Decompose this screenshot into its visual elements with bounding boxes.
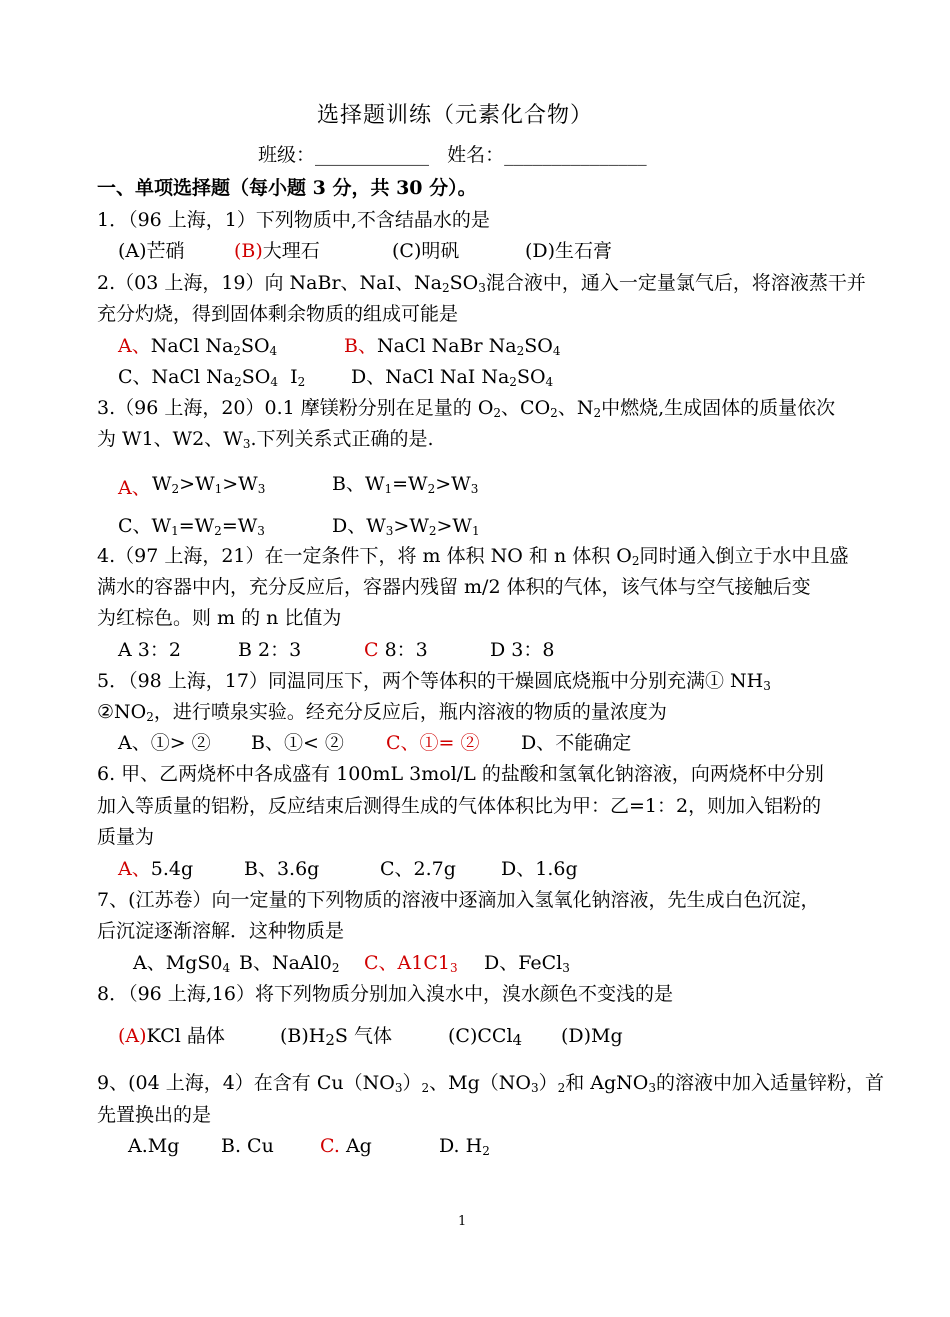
q1-option-b: (B)大理石 xyxy=(234,240,320,262)
q2-option-d: D、NaCl NaI $Na_2SO_4$ xyxy=(351,366,554,389)
q4-stem-line3: 为红棕色。则 m 的 n 比值为 xyxy=(97,607,342,629)
q6-option-b: B、3.6g xyxy=(244,858,320,880)
q4-option-b: B 2：3 xyxy=(238,639,302,661)
q2-option-b: B、NaCl NaBr $Na_2SO_4$ xyxy=(344,335,561,358)
q6-stem-line1: 6. 甲、乙两烧杯中各成盛有 100mL 3mol/L 的盐酸和氢氧化钠溶液，向两烧杯中分别 xyxy=(97,763,824,785)
q1-answer-mark: (B) xyxy=(234,240,263,262)
q6-option-d: D、1.6g xyxy=(501,858,578,880)
q5-stem-line2: $②NO_2$，进行喷泉实验。经充分反应后，瓶内溶液的物质的量浓度为 xyxy=(97,701,667,724)
q5-option-b: B、①< ② xyxy=(251,732,344,754)
q4-option-c: C 8：3 xyxy=(364,639,428,661)
q7-option-b: B、$NaAl0_2$ xyxy=(239,952,340,975)
q3-option-a-label: A、 xyxy=(118,477,151,499)
q4-option-a: A 3：2 xyxy=(118,639,181,661)
q9-option-c: C. Ag xyxy=(320,1135,372,1157)
q1-option-a: (A)芒硝 xyxy=(118,240,185,262)
q4-stem-line1: 4.（97 上海，21）在一定条件下，将 m 体积 NO 和 n 体积 $O_2$同时通入倒立于水中且盛 xyxy=(97,545,849,568)
class-label: 班级： xyxy=(258,144,316,166)
q9-stem-line1: 9、(04 上海，4）在含有 $Cu(NO_3)_2$、$Mg(NO_3)_2$和 AgNO$_3$的溶液中加入适量锌粉，首 xyxy=(97,1072,885,1095)
q7-option-d: D、FeCl$_3$ xyxy=(484,952,570,975)
page-number: 1 xyxy=(458,1214,467,1229)
q2-stem-line1: 2.（03 上海，19）向 NaBr、NaI、$Na_2SO_3$混合液中，通入一定量氯气后，将溶液蒸干并 xyxy=(97,272,866,295)
q6-stem-line2: 加入等质量的铝粉，反应结束后测得生成的气体体积比为甲：乙=1：2，则加入铝粉的 xyxy=(97,795,822,817)
q7-option-a: A、$MgS0_4$ xyxy=(133,952,231,975)
q4-stem-line2: 满水的容器中内，充分反应后，容器内残留 m/2 体积的气体，该气体与空气接触后变 xyxy=(97,576,811,598)
q9-option-b: B. Cu xyxy=(221,1135,274,1157)
q5-option-a: A、①> ② xyxy=(118,732,211,754)
q1-option-c: (C)明矾 xyxy=(392,240,460,262)
q1-option-d: (D)生石膏 xyxy=(525,240,613,262)
q7-option-c: C、$A1C1_3$ xyxy=(364,952,458,975)
q4-option-d: D 3：8 xyxy=(490,639,555,661)
q7-stem-line2: 后沉淀逐渐溶解．这种物质是 xyxy=(97,920,345,942)
q5-stem-line1: 5．（98 上海，17）同温同压下，两个等体积的干燥圆底烧瓶中分别充满① $NH_3$ xyxy=(97,670,771,693)
q8-option-a: (A)KCl 晶体 xyxy=(118,1025,225,1047)
q2-stem-line2: 充分灼烧，得到固体剩余物质的组成可能是 xyxy=(97,303,459,325)
q8-stem: 8．（96 上海,16）将下列物质分别加入溴水中，溴水颜色不变浅的是 xyxy=(97,983,674,1005)
q3-option-b: B、$W_1=W_2>W_3$ xyxy=(332,473,479,496)
q3-stem-line2: 为 W1、W2、$W_3$.下列关系式正确的是. xyxy=(97,428,434,451)
q6-option-a: A、5.4g xyxy=(118,858,194,880)
name-blank: _______________ xyxy=(504,144,647,166)
q6-option-c: C、2.7g xyxy=(380,858,456,880)
q3-option-d: D、$W_3>W_2>W_1$ xyxy=(332,515,480,538)
q3-option-c: C、$W_1=W_2=W_3$ xyxy=(118,515,265,538)
q9-stem-line2: 先置换出的是 xyxy=(97,1104,212,1126)
q3-stem-line1: 3.（96 上海，20）0.1 摩镁粉分别在足量的 $O_2$、$CO_2$、$N_2$中燃烧,生成固体的质量依次 xyxy=(97,397,836,420)
q5-option-c: C、①= ② xyxy=(386,732,480,754)
name-label: 姓名： xyxy=(447,144,505,166)
q9-option-d: D. $H_2$ xyxy=(439,1135,490,1158)
section-heading: 一、单项选择题（每小题 3 分，共 30 分）。 xyxy=(97,177,477,199)
q2-option-a: A、NaCl $Na_2SO_4$ xyxy=(118,335,278,358)
q6-stem-line3: 质量为 xyxy=(97,826,155,848)
q3-option-a: $W_2>W_1>W_3$ xyxy=(152,473,266,496)
q7-stem-line1: 7、(江苏卷）向一定量的下列物质的溶液中逐滴加入氢氧化钠溶液，先生成白色沉淀， xyxy=(97,889,820,911)
q8-option-b: $(B)H_2S$ 气体 xyxy=(280,1025,392,1049)
q5-option-d: D、不能确定 xyxy=(521,732,632,754)
q9-option-a: A.Mg xyxy=(128,1135,180,1157)
q8-option-c: (C)CCl$_4$ xyxy=(448,1025,523,1049)
q1-stem: 1．（96 上海，1）下列物质中,不含结晶水的是 xyxy=(97,209,490,231)
class-name-line xyxy=(258,140,647,167)
q8-option-d: (D)Mg xyxy=(561,1025,623,1047)
page-title: 选择题训练（元素化合物） xyxy=(316,103,593,128)
class-blank: ____________ xyxy=(315,144,430,166)
q2-option-c: C、NaCl $Na_2SO_4$ $I_2$ xyxy=(118,366,306,389)
